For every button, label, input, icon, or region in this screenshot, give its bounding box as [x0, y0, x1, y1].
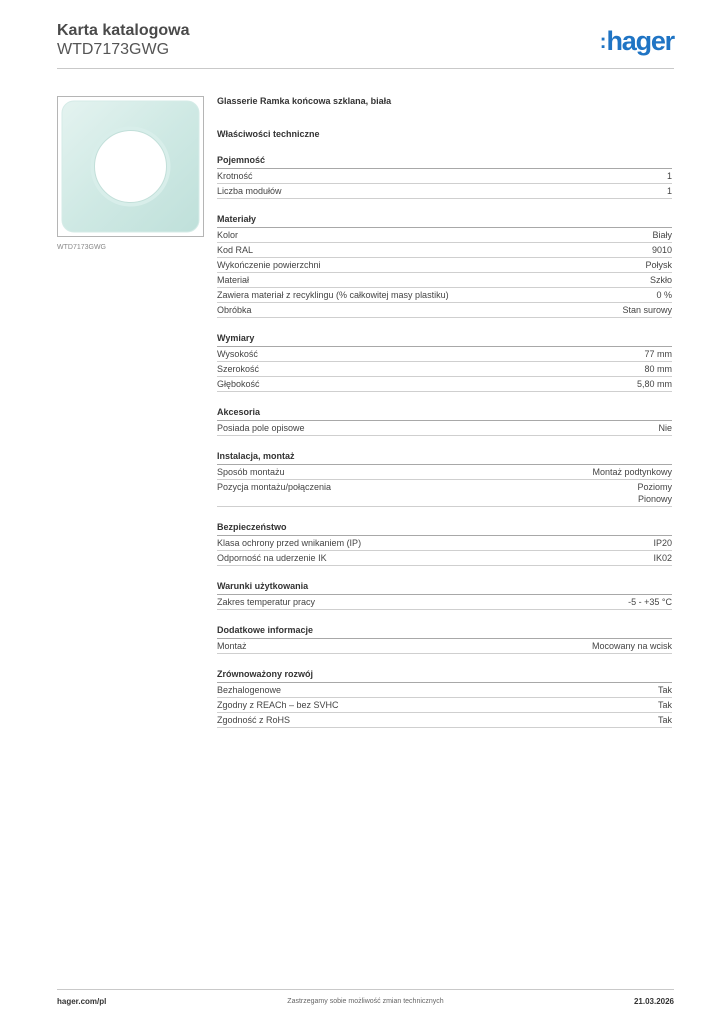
image-caption: WTD7173GWG: [57, 244, 107, 251]
spec-row: [217, 228, 672, 243]
spec-label: Zakres temperatur pracy: [217, 597, 316, 607]
spec-label: Zgodność z RoHS: [217, 715, 291, 725]
spec-value: Tak: [657, 715, 672, 725]
spec-row: [217, 698, 672, 713]
website-link[interactable]: hager.com/pl: [57, 997, 107, 1006]
spec-row: [217, 551, 672, 566]
product-image: [57, 96, 204, 237]
spec-section: [217, 450, 672, 507]
spec-value: Montaż podtynkowy: [592, 467, 672, 477]
spec-value: -5 - +35 °C: [628, 597, 672, 607]
spec-sections: [217, 154, 672, 728]
spec-label: Montaż: [217, 641, 247, 651]
spec-row: [217, 169, 672, 184]
footer-divider: [57, 989, 674, 990]
spec-value: Połysk: [645, 260, 672, 270]
spec-value: 1: [666, 186, 672, 196]
document-title: Karta katalogowa: [57, 22, 190, 39]
spec-row: [217, 421, 672, 436]
spec-value: 9010: [651, 245, 672, 255]
section-title: Dodatkowe informacje: [217, 624, 672, 639]
product-name: Glasserie Ramka końcowa szklana, biała: [217, 96, 392, 106]
product-code: WTD7173GWG: [57, 41, 170, 58]
spec-value: Szkło: [649, 275, 672, 285]
spec-section: [217, 521, 672, 566]
spec-row: [217, 595, 672, 610]
spec-row: [217, 683, 672, 698]
document-header: [57, 21, 674, 59]
spec-row: [217, 465, 672, 480]
section-title: Pojemność: [217, 154, 672, 169]
spec-label: Obróbka: [217, 305, 252, 315]
spec-section: [217, 332, 672, 392]
spec-label: Kolor: [217, 230, 239, 240]
spec-label: Krotność: [217, 171, 253, 181]
product-details: [217, 96, 672, 742]
spec-label: Bezhalogenowe: [217, 685, 282, 695]
spec-row: [217, 362, 672, 377]
spec-row: [217, 536, 672, 551]
spec-row: [217, 288, 672, 303]
spec-section: [217, 668, 672, 728]
spec-row: [217, 273, 672, 288]
spec-row: [217, 713, 672, 728]
spec-label: Liczba modułów: [217, 186, 282, 196]
spec-section: [217, 406, 672, 436]
header-divider: [57, 68, 674, 69]
spec-value: 77 mm: [644, 349, 672, 359]
spec-label: Zawiera materiał z recyklingu (% całkowitej masy plastiku): [217, 290, 449, 300]
section-title: Instalacja, montaż: [217, 450, 672, 465]
spec-row: [217, 639, 672, 654]
section-title: Akcesoria: [217, 406, 672, 421]
spec-value: Tak: [657, 700, 672, 710]
spec-label: Zgodny z REACh – bez SVHC: [217, 700, 339, 710]
section-title: Bezpieczeństwo: [217, 521, 672, 536]
hager-logo: :hager: [599, 26, 674, 56]
technical-properties-title: Właściwości techniczne: [217, 129, 320, 139]
spec-row: [217, 480, 672, 507]
spec-row: [217, 347, 672, 362]
spec-value: Biały: [652, 230, 672, 240]
spec-value: 0 %: [656, 290, 672, 300]
spec-value: Poziomy Pionowy: [637, 482, 672, 504]
spec-label: Kod RAL: [217, 245, 254, 255]
disclaimer: Zastrzegamy sobie możliwość zmian technicznych: [287, 998, 444, 1005]
spec-value: Nie: [658, 423, 672, 433]
spec-row: [217, 258, 672, 273]
spec-label: Wykończenie powierzchni: [217, 260, 321, 270]
spec-section: [217, 580, 672, 610]
spec-section: [217, 624, 672, 654]
spec-value: Mocowany na wcisk: [591, 641, 672, 651]
spec-label: Materiał: [217, 275, 250, 285]
section-title: Zrównoważony rozwój: [217, 668, 672, 683]
spec-value: 80 mm: [644, 364, 672, 374]
spec-label: Pozycja montażu/połączenia: [217, 482, 332, 492]
spec-label: Odporność na uderzenie IK: [217, 553, 327, 563]
glass-frame-picture: [58, 97, 203, 236]
spec-label: Wysokość: [217, 349, 258, 359]
spec-label: Głębokość: [217, 379, 260, 389]
spec-label: Posiada pole opisowe: [217, 423, 305, 433]
spec-row: [217, 377, 672, 392]
spec-row: [217, 303, 672, 318]
section-title: Materiały: [217, 213, 672, 228]
spec-value: Tak: [657, 685, 672, 695]
spec-label: Szerokość: [217, 364, 260, 374]
spec-section: [217, 213, 672, 318]
section-title: Warunki użytkowania: [217, 580, 672, 595]
spec-value: IP20: [653, 538, 672, 548]
spec-label: Klasa ochrony przed wnikaniem (IP): [217, 538, 362, 548]
spec-section: [217, 154, 672, 199]
document-date: 21.03.2026: [633, 997, 674, 1006]
spec-value: 5,80 mm: [636, 379, 672, 389]
spec-row: [217, 243, 672, 258]
spec-value: IK02: [653, 553, 672, 563]
section-title: Wymiary: [217, 332, 672, 347]
spec-value: Stan surowy: [622, 305, 672, 315]
spec-value: 1: [666, 171, 672, 181]
spec-row: [217, 184, 672, 199]
spec-label: Sposób montażu: [217, 467, 285, 477]
